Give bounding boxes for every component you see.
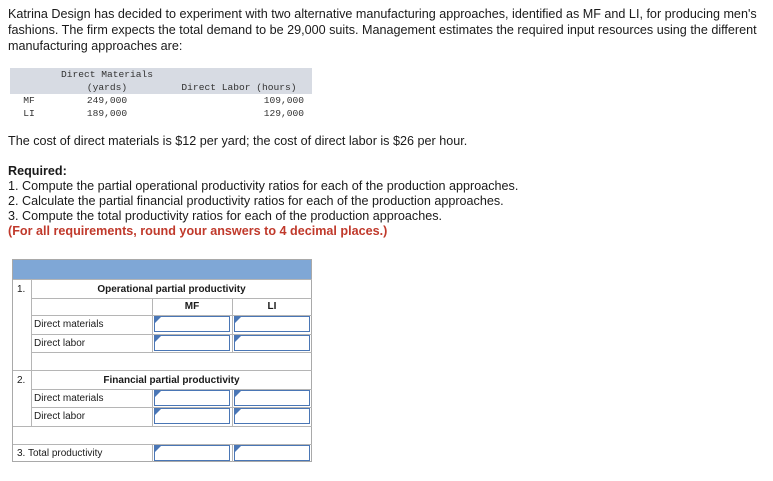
materials-value: 189,000 xyxy=(86,108,128,119)
answer-table-header-band xyxy=(13,260,311,279)
section-3-label: 3. Total productivity xyxy=(17,448,103,459)
column-li-header: LI xyxy=(267,301,277,312)
row-direct-labor: Direct labor xyxy=(34,338,86,349)
fin-materials-mf-input[interactable] xyxy=(154,390,230,406)
row-direct-materials: Direct materials xyxy=(34,319,104,330)
required-item-3: 3. Compute the total productivity ratios for each of the production approaches. xyxy=(8,209,443,223)
input-marker-icon xyxy=(155,446,161,452)
labor-value: 109,000 xyxy=(263,95,304,106)
labor-value: 129,000 xyxy=(263,108,304,119)
table-row xyxy=(10,107,312,120)
input-marker-icon xyxy=(235,391,241,397)
required-item-2: 2. Calculate the partial financial productivity ratios for each of the production approaches. xyxy=(8,194,504,208)
labor-header: Direct Labor (hours) xyxy=(166,81,312,94)
required-heading: Required: xyxy=(8,164,67,178)
materials-header-line2: (yards) xyxy=(48,81,166,94)
input-marker-icon xyxy=(235,446,241,452)
section-1-number: 1. xyxy=(17,284,26,295)
problem-intro: Katrina Design has decided to experiment with two alternative manufacturing approaches, identified as MF and LI, for producing men's fashions. The firm expects the total demand to be 29,000 suits. Management estimates the required input resources using the different manufacturing approaches are: xyxy=(8,7,757,53)
input-marker-icon xyxy=(155,391,161,397)
input-marker-icon xyxy=(235,409,241,415)
row-direct-materials: Direct materials xyxy=(34,393,104,404)
input-marker-icon xyxy=(155,317,161,323)
fin-materials-li-input[interactable] xyxy=(234,390,310,406)
fin-labor-mf-input[interactable] xyxy=(154,408,230,424)
input-marker-icon xyxy=(155,336,161,342)
input-marker-icon xyxy=(235,317,241,323)
op-labor-mf-input[interactable] xyxy=(154,335,230,351)
section-2-title: Financial partial productivity xyxy=(103,375,240,386)
section-1-title: Operational partial productivity xyxy=(97,284,246,295)
input-marker-icon xyxy=(235,336,241,342)
fin-labor-li-input[interactable] xyxy=(234,408,310,424)
required-section xyxy=(8,164,518,239)
row-label: LI xyxy=(23,108,35,119)
section-2-number: 2. xyxy=(17,375,26,386)
resource-table xyxy=(10,68,312,120)
materials-header-line1: Direct Materials xyxy=(48,68,166,81)
column-mf-header: MF xyxy=(184,301,200,312)
table-row xyxy=(10,94,312,107)
rounding-note: (For all requirements, round your answers to 4 decimal places.) xyxy=(8,224,388,238)
row-label: MF xyxy=(23,95,35,106)
answer-table xyxy=(12,259,312,462)
total-li-input[interactable] xyxy=(234,445,310,461)
op-materials-li-input[interactable] xyxy=(234,316,310,332)
input-marker-icon xyxy=(155,409,161,415)
total-mf-input[interactable] xyxy=(154,445,230,461)
op-labor-li-input[interactable] xyxy=(234,335,310,351)
cost-text: The cost of direct materials is $12 per yard; the cost of direct labor is $26 per hour. xyxy=(8,134,468,148)
row-direct-labor: Direct labor xyxy=(34,411,86,422)
op-materials-mf-input[interactable] xyxy=(154,316,230,332)
required-item-1: 1. Compute the partial operational productivity ratios for each of the production approaches. xyxy=(8,179,519,193)
materials-value: 249,000 xyxy=(86,95,128,106)
